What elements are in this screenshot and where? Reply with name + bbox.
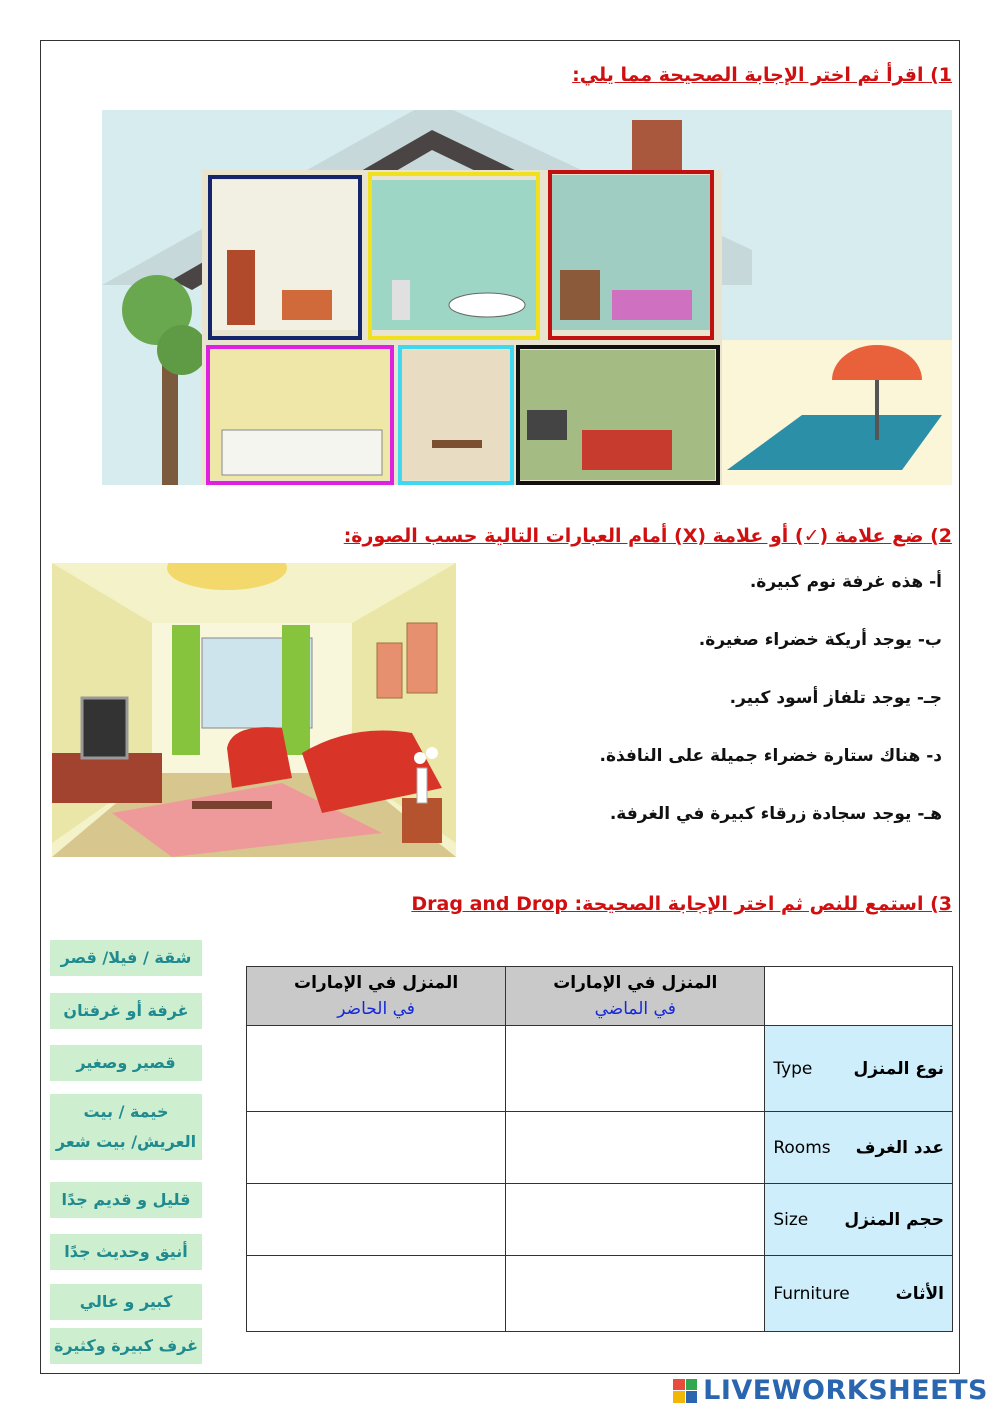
header-present: المنزل في الإمارات في الحاضر [247,967,506,1026]
drop-zone-rooms-past[interactable] [506,1112,765,1184]
liveworksheets-logo [673,1375,988,1406]
row-label-furniture: Furniture الأثاث [765,1256,953,1332]
row-label-size: Size حجم المنزل [765,1184,953,1256]
header-past: المنزل في الإمارات في الماضي [506,967,765,1026]
row-label-rooms: Rooms عدد الغرف [765,1112,953,1184]
room-frame-living[interactable] [516,345,720,485]
room-frame-study[interactable] [208,175,362,340]
living-room-illustration [52,563,456,857]
logo-icon [673,1379,697,1403]
drop-zone-furniture-past[interactable] [506,1256,765,1332]
house-illustration [102,110,952,485]
drop-zone-size-past[interactable] [506,1184,765,1256]
room-frame-kitchen[interactable] [206,345,394,485]
drag-chip[interactable]: غرفة أو غرفتان [50,993,202,1029]
drag-chip[interactable]: قليل و قديم جدًا [50,1182,202,1218]
drag-chip[interactable]: خيمة / بيت العريش/ بيت شعر [50,1094,202,1160]
drag-chip[interactable]: كبير و عالي [50,1284,202,1320]
drop-zone-type-past[interactable] [506,1026,765,1112]
statement-e: هـ- يوجد سجادة زرقاء كبيرة في الغرفة. [609,804,942,824]
drop-zone-furniture-present[interactable] [247,1256,506,1332]
q3-title: 3) استمع للنص ثم اختر الإجابة الصحيحة: Drag and Drop [411,893,952,915]
statement-c: جـ- يوجد تلفاز أسود كبير. [729,688,942,708]
drop-zone-type-present[interactable] [247,1026,506,1112]
room-frame-bedroom[interactable] [548,170,714,340]
statement-b: ب- يوجد أريكة خضراء صغيرة. [698,630,942,650]
room-frame-dining[interactable] [398,345,514,485]
drop-zone-size-present[interactable] [247,1184,506,1256]
answer-table [246,966,953,1332]
drag-chip[interactable]: غرف كبيرة وكثيرة [50,1328,202,1364]
q1-title: 1) اقرأ ثم اختر الإجابة الصحيحة مما يلي: [572,64,952,86]
header-blank [765,967,953,1026]
row-label-type: Type نوع المنزل [765,1026,953,1112]
statement-d: د- هناك ستارة خضراء جميلة على النافذة. [599,746,942,766]
statement-a: أ- هذه غرفة نوم كبيرة. [749,572,942,592]
room-frame-bathroom[interactable] [368,172,540,340]
drag-chip[interactable]: قصير وصغير [50,1045,202,1081]
q2-title: 2) ضع علامة (✓) أو علامة (X) أمام العبارات التالية حسب الصورة: [343,525,952,547]
drag-chip[interactable]: أنيق وحديث جدًا [50,1234,202,1270]
drop-zone-rooms-present[interactable] [247,1112,506,1184]
brand-text: LIVEWORKSHEETS [703,1375,988,1406]
drag-chip[interactable]: شقة / فيلا/ قصر [50,940,202,976]
